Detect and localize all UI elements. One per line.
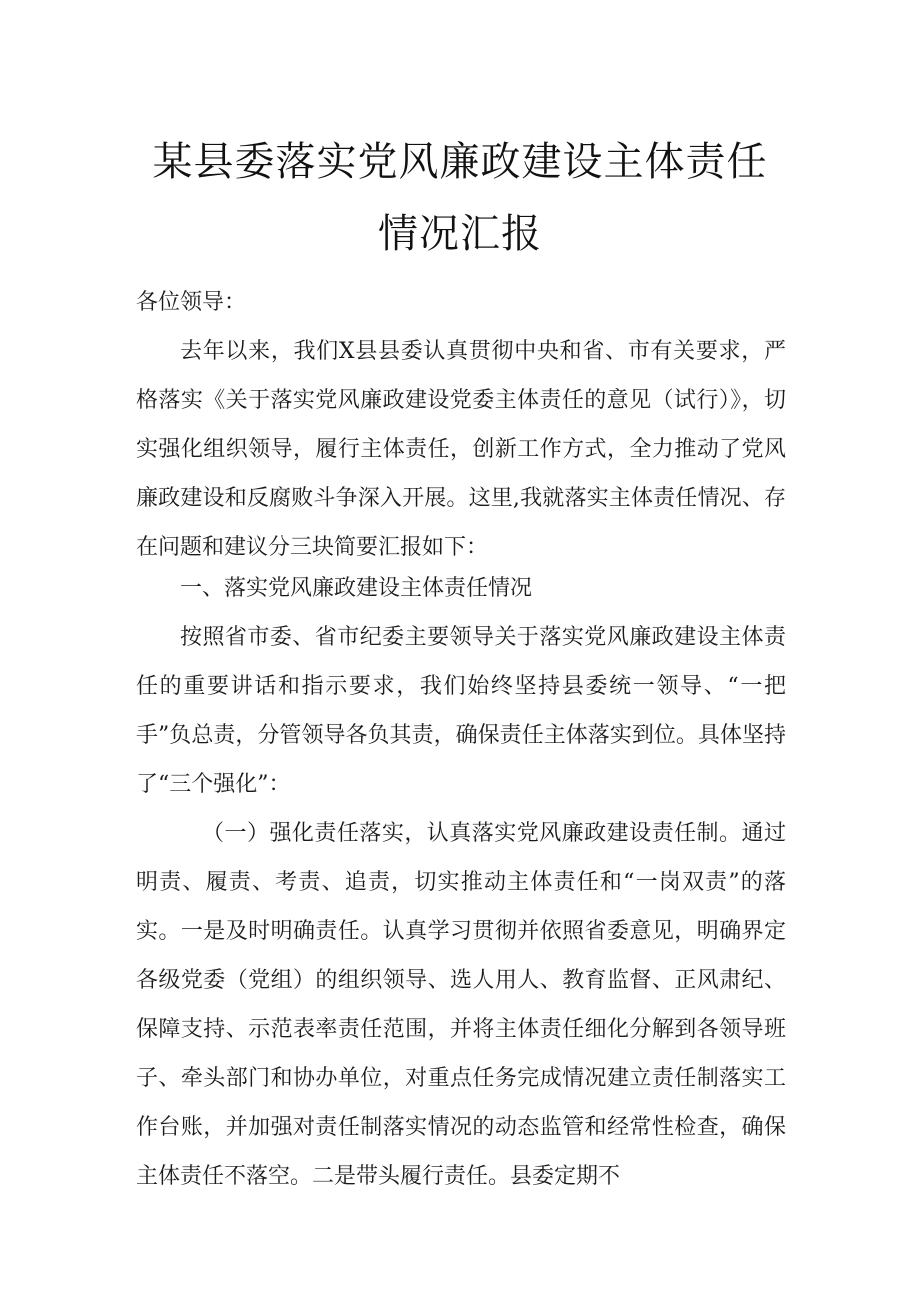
section-heading-1: 一、落实党风廉政建设主体责任情况 (180, 576, 533, 601)
paragraph-intro: 去年以来，我们X县县委认真贯彻中央和省、市有关要求，严格落实《关于落实党风廉政建设党委主体责任的意见（试行）》，切实强化组织领导，履行主体责任，创新工作方式，全力推动了党风廉政建设和反腐败斗争深入开展。这里,我就落实主体责任情况、存在问题和建议分三块简要汇报如下： (136, 339, 786, 560)
paragraph-subsection-1: （一）强化责任落实，认真落实党风廉政建设责任制。通过明责、履责、考责、追责，切实推动主体责任和“一岗双责”的落实。一是及时明确责任。认真学习贯彻并依照省委意见，明确界定各级党委（党组）的组织领导、选人用人、教育监督、正风肃纪、保障支持、示范表率责任范围，并将主体责任细化分解到各领导班子、牵头部门和协办单位，对重点任务完成情况建立责任制落实工作台账，并加强对责任制落实情况的动态监管和经常性检查，确保主体责任不落空。二是带头履行责任。县委定期不 (136, 821, 786, 1189)
document-title-line-1: 某县委落实党风廉政建设主体责任 (152, 139, 768, 185)
salutation: 各位领导： (136, 290, 247, 315)
paragraph-section-1: 按照省市委、省市纪委主要领导关于落实党风廉政建设主体责任的重要讲话和指示要求，我们始终坚持县委统一领导、“一把手”负总责，分管领导各负其责，确保责任主体落实到位。具体坚持了“三个强化”： (136, 625, 786, 797)
document-title-line-2: 情况汇报 (378, 211, 542, 257)
